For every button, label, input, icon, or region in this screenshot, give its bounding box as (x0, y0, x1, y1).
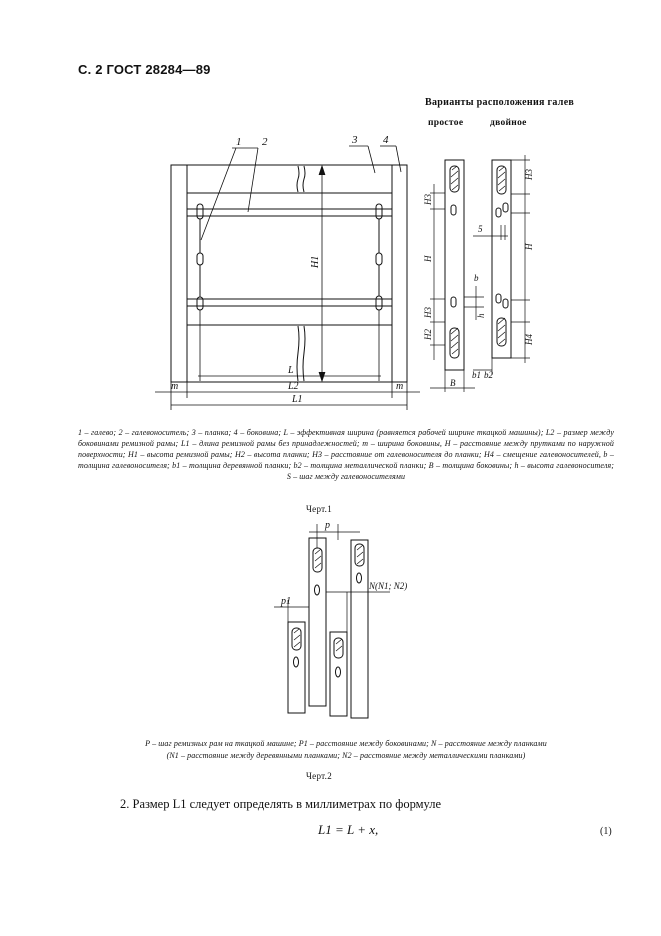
simple-H3-top: H3 (423, 194, 433, 205)
dim-H1 (319, 166, 325, 381)
page-header: С. 2 ГОСТ 28284—89 (78, 62, 211, 77)
figure1-legend: 1 – галево; 2 – галевоноситель; 3 – планка; 4 – боковина; L – эффективная ширина (равняется рабочей ширине ткацкой машины); L2 – размер между боковинами ремизной рамы; L1 – длина ремизной рамы без принадлежностей; m – ширина боковины, H – расстояние между прутками по наружной поверхности; H1 – высота ремизной рамы; H2 – высота планки; H3 – расстояние от галевоносителя до планки; H4 – смещение галевоносителей, b – толщина галевоносителя; b1 – толщина деревянной планки; b2 – толщина металлической планки; B – толщина боковины; h – высота галевоносителя; S – шаг между галевоносителями (78, 428, 614, 481)
double-heald-top (497, 166, 506, 194)
simple-H2: H2 (423, 329, 433, 340)
dim-m-left: m (171, 381, 179, 392)
simple-hatch (451, 166, 458, 354)
healds (197, 204, 382, 310)
callout-1: 1 (236, 136, 242, 148)
callout-3: 3 (352, 134, 358, 146)
formula: L1 = L + x, (318, 822, 379, 837)
double-H: H (524, 243, 534, 250)
simple-H3-bottom: H3 (423, 307, 433, 318)
fig2-p: p (325, 520, 330, 531)
simple-heald-bottom (450, 328, 459, 358)
dim-m-right: m (396, 381, 404, 392)
double-carrier-4 (503, 299, 508, 308)
fig2-N: N(N1; N2) (369, 581, 408, 591)
double-carrier-3 (496, 294, 501, 303)
callout-4: 4 (383, 134, 389, 146)
figure1-drawing (150, 130, 550, 415)
variants-title: Варианты расположения галев (425, 97, 575, 108)
simple-b: b (474, 273, 479, 283)
carrier-rod-top (187, 209, 392, 216)
figure2-label: Черт.2 (306, 771, 333, 781)
simple-h: h (476, 313, 486, 318)
simple-H: H (423, 255, 433, 262)
simple-carrier-bottom (451, 297, 456, 307)
dim-L2: L2 (288, 381, 299, 392)
double-carrier-1 (496, 208, 501, 217)
callout-2: 2 (262, 136, 268, 148)
dim-H1-label: H1 (310, 255, 321, 268)
figure1-label: Черт.1 (306, 504, 333, 514)
simple-dims (430, 184, 484, 392)
figure2-legend-line2: (N1 – расстояние между деревянными планками; N2 – расстояние между металлическими планками) (166, 751, 526, 760)
variant-simple-label: простое (428, 118, 464, 128)
simple-B: B (450, 378, 456, 388)
double-H4: H4 (524, 334, 534, 345)
double-b1: b1 (472, 370, 481, 380)
double-H3: H3 (524, 169, 534, 180)
strip-hatch (294, 545, 363, 651)
carrier-rod-bottom (187, 299, 392, 306)
strip-healds (292, 544, 364, 677)
dim-L1: L1 (292, 394, 303, 405)
formula-number: (1) (600, 826, 612, 837)
figure2-drawing (260, 518, 410, 723)
paragraph-text: 2. Размер L1 следует определять в миллиметрах по формуле (120, 797, 442, 811)
variant-double-label: двойное (490, 118, 527, 128)
dim-L: L (288, 365, 294, 376)
figure2-legend-line1: P – шаг ремизных рам на ткацкой машине; P1 – расстояние между боковинами; N – расстояние между планками (145, 739, 547, 748)
double-carrier-2 (503, 203, 508, 212)
simple-carrier-top (451, 205, 456, 215)
frame-outline (171, 165, 407, 382)
fig2-p1: p1 (281, 596, 291, 607)
double-b2: b2 (484, 370, 493, 380)
figure2-dims (274, 524, 390, 632)
double-S: 5 (478, 224, 483, 234)
